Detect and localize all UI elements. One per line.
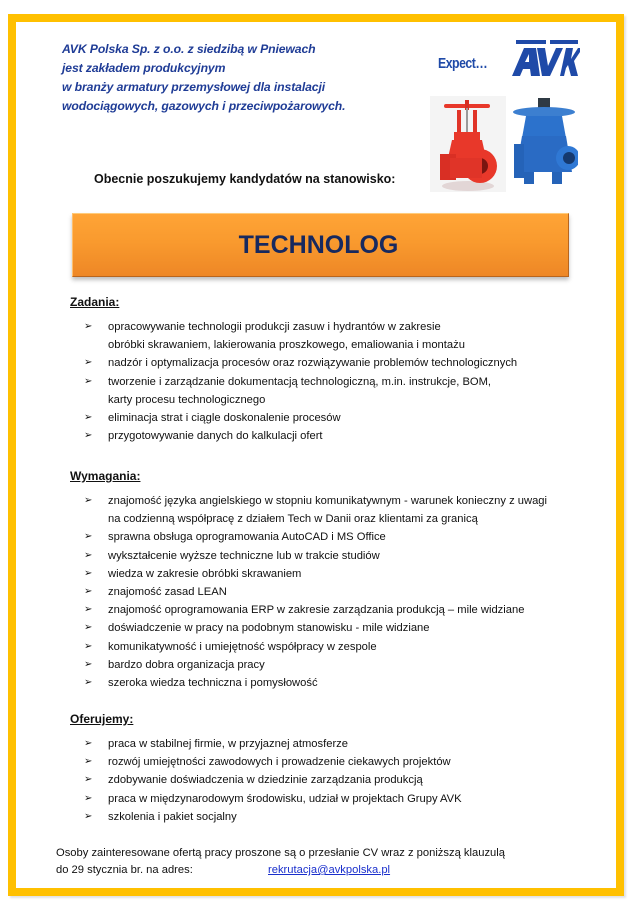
arrow-bullet-icon: ➢ bbox=[84, 622, 93, 634]
position-banner bbox=[72, 213, 569, 277]
arrow-bullet-icon: ➢ bbox=[84, 567, 93, 579]
list-item-text: zdobywanie doświadczenia w dziedzinie zarządzania produkcją bbox=[108, 774, 423, 787]
list-item bbox=[84, 656, 547, 674]
list-item bbox=[84, 753, 462, 771]
arrow-bullet-icon: ➢ bbox=[84, 738, 93, 749]
section-heading-requirements: Wymagania: bbox=[70, 469, 141, 483]
arrow-bullet-icon: ➢ bbox=[84, 810, 93, 822]
offer-list bbox=[84, 735, 462, 826]
list-item bbox=[84, 638, 547, 656]
arrow-bullet-icon: ➢ bbox=[84, 357, 93, 369]
list-item-text: przygotowywanie danych do kalkulacji ofert bbox=[108, 430, 323, 443]
arrow-bullet-icon: ➢ bbox=[84, 549, 93, 561]
list-item-text: obróbki skrawaniem, lakierowania proszkowego, emaliowania i montażu bbox=[108, 339, 465, 352]
list-item bbox=[84, 373, 517, 409]
list-item bbox=[84, 354, 517, 372]
list-item bbox=[84, 409, 517, 427]
blue-gate-valve-image bbox=[512, 96, 578, 192]
list-item-text: doświadczenie w pracy na podobnym stanowisku - mile widziane bbox=[108, 622, 430, 635]
list-item bbox=[84, 790, 462, 808]
list-item-text: szeroka wiedza techniczna i pomysłowość bbox=[108, 677, 318, 690]
list-item-text: znajomość oprogramowania ERP w zakresie zarządzania produkcją – mile widziane bbox=[108, 604, 525, 617]
arrow-bullet-icon: ➢ bbox=[84, 756, 93, 768]
list-item-text: praca w międzynarodowym środowisku, udział w projektach Grupy AVK bbox=[108, 792, 462, 805]
arrow-bullet-icon: ➢ bbox=[84, 430, 93, 442]
list-item-text: eliminacja strat i ciągle doskonalenie procesów bbox=[108, 412, 341, 425]
intro-line: AVK Polska Sp. z o.o. z siedzibą w Pniewach bbox=[62, 42, 316, 56]
arrow-bullet-icon: ➢ bbox=[84, 321, 93, 332]
arrow-bullet-icon: ➢ bbox=[84, 677, 93, 689]
section-heading-tasks: Zadania: bbox=[70, 295, 120, 309]
red-gate-valve-image bbox=[430, 96, 506, 192]
valve-images bbox=[430, 96, 578, 192]
list-item-text: sprawna obsługa oprogramowania AutoCAD i MS Office bbox=[108, 531, 386, 544]
list-item bbox=[84, 808, 462, 826]
list-item bbox=[84, 528, 547, 546]
list-item-text: praca w stabilnej firmie, w przyjaznej atmosferze bbox=[108, 738, 348, 750]
intro-line: wodociągowych, gazowych i przeciwpożarowych. bbox=[62, 99, 346, 113]
list-item bbox=[84, 771, 462, 789]
list-item bbox=[84, 619, 547, 637]
arrow-bullet-icon: ➢ bbox=[84, 774, 93, 786]
email-link[interactable]: rekrutacja@avkpolska.pl bbox=[268, 864, 391, 876]
arrow-bullet-icon: ➢ bbox=[84, 495, 93, 506]
list-item-text: opracowywanie technologii produkcji zasuw i hydrantów w zakresie bbox=[108, 321, 441, 333]
arrow-bullet-icon: ➢ bbox=[84, 792, 93, 804]
list-item-text: na codzienną współpracę z działem Tech w Danii oraz klientami za granicą bbox=[108, 513, 478, 526]
arrow-bullet-icon: ➢ bbox=[84, 604, 93, 616]
arrow-bullet-icon: ➢ bbox=[84, 586, 93, 598]
list-item-text: karty procesu technologicznego bbox=[108, 393, 266, 406]
list-item-text: rozwój umiejętności zawodowych i prowadzenie ciekawych projektów bbox=[108, 756, 451, 769]
list-item bbox=[84, 674, 547, 692]
intro-line: jest zakładem produkcyjnym bbox=[62, 61, 226, 75]
list-item bbox=[84, 492, 547, 528]
list-item bbox=[84, 583, 547, 601]
list-item-text: wiedza w zakresie obróbki skrawaniem bbox=[108, 567, 302, 580]
arrow-bullet-icon: ➢ bbox=[84, 658, 93, 670]
arrow-bullet-icon: ➢ bbox=[84, 531, 93, 543]
list-item-text: wykształcenie wyższe techniczne lub w trakcie studiów bbox=[108, 549, 380, 562]
arrow-bullet-icon: ➢ bbox=[84, 375, 93, 387]
logo-tagline: Expect… bbox=[438, 55, 488, 72]
avk-logo-mark-icon bbox=[510, 40, 580, 76]
position-title: TECHNOLOG bbox=[238, 230, 399, 259]
list-item bbox=[84, 427, 517, 445]
footer-line-1: Osoby zainteresowane ofertą pracy proszone są o przesłanie CV wraz z poniższą klauzulą bbox=[56, 847, 505, 859]
seeking-statement: Obecnie poszukujemy kandydatów na stanowisko: bbox=[94, 172, 396, 186]
section-heading-offer: Oferujemy: bbox=[70, 712, 134, 726]
intro-line: w branży armatury przemysłowej dla instalacji bbox=[62, 80, 326, 94]
list-item bbox=[84, 601, 547, 619]
list-item-text: nadzór i optymalizacja procesów oraz rozwiązywanie problemów technologicznych bbox=[108, 357, 518, 370]
tasks-list bbox=[84, 318, 517, 445]
list-item-text: znajomość języka angielskiego w stopniu komunikatywnym - warunek konieczny z uwagi bbox=[108, 495, 548, 507]
footer-line-2: do 29 stycznia br. na adres: bbox=[56, 864, 193, 876]
list-item-text: znajomość zasad LEAN bbox=[108, 586, 227, 599]
arrow-bullet-icon: ➢ bbox=[84, 412, 93, 424]
list-item-text: tworzenie i zarządzanie dokumentacją technologiczną, m.in. instrukcje, BOM, bbox=[108, 375, 492, 388]
avk-logo bbox=[438, 40, 580, 78]
list-item-text: szkolenia i pakiet socjalny bbox=[108, 810, 237, 823]
list-item-text: komunikatywność i umiejętność współpracy w zespole bbox=[108, 640, 377, 653]
application-instructions bbox=[56, 845, 505, 879]
list-item bbox=[84, 318, 517, 354]
company-intro bbox=[62, 40, 422, 116]
arrow-bullet-icon: ➢ bbox=[84, 640, 93, 652]
list-item-text: bardzo dobra organizacja pracy bbox=[108, 658, 265, 671]
list-item bbox=[84, 735, 462, 753]
list-item bbox=[84, 565, 547, 583]
requirements-list bbox=[84, 492, 547, 692]
list-item bbox=[84, 547, 547, 565]
